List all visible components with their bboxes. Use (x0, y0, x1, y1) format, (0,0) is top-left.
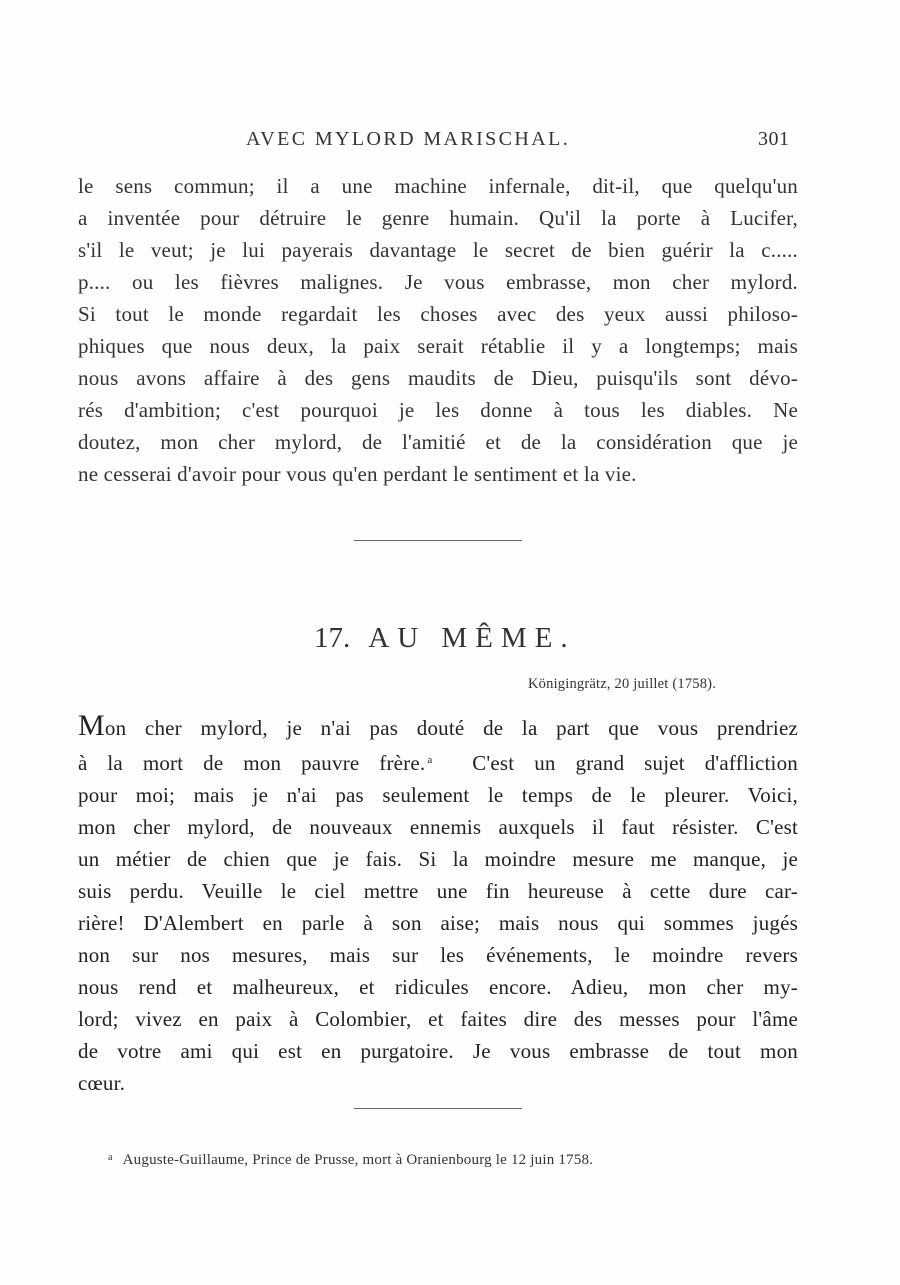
section-divider (354, 540, 522, 541)
text-line: le sens commun; il a une machine infernale, dit-il, que quelqu'un (78, 174, 798, 198)
text-line (78, 744, 798, 779)
previous-letter-text (78, 170, 798, 490)
text-line: de votre ami qui est en purgatoire. Je vous embrasse de tout mon (78, 1039, 798, 1063)
text-segment: C'est un grand sujet d'affliction (472, 751, 798, 775)
text-line: cœur. (78, 1071, 126, 1095)
footnote-divider (354, 1108, 522, 1109)
text-line: pour moi; mais je n'ai pas seulement le temps de le pleurer. Voici, (78, 783, 798, 807)
text-segment: on cher mylord, je n'ai pas douté de la part que vous prendriez (104, 716, 798, 740)
text-line (78, 709, 798, 744)
text-segment: à la mort de mon pauvre frère. (78, 751, 426, 775)
text-line: nous rend et malheureux, et ridicules encore. Adieu, mon cher my- (78, 975, 798, 999)
drop-cap: M (78, 709, 105, 742)
text-line: rés d'ambition; c'est pourquoi je les donne à tous les diables. Ne (78, 398, 798, 422)
letter-heading (314, 622, 576, 655)
text-line: a inventée pour détruire le genre humain. Qu'il la porte à Lucifer, (78, 206, 798, 230)
text-line: non sur nos mesures, mais sur les événements, le moindre revers (78, 943, 798, 967)
text-line: p.... ou les fièvres malignes. Je vous embrasse, mon cher mylord. (78, 270, 798, 294)
text-line: s'il le veut; je lui payerais davantage le secret de bien guérir la c..... (78, 238, 798, 262)
text-line: doutez, mon cher mylord, de l'amitié et de la considération que je (78, 430, 798, 454)
page-number: 301 (758, 128, 790, 150)
text-line: ne cesserai d'avoir pour vous qu'en perdant le sentiment et la vie. (78, 462, 637, 486)
running-head: AVEC MYLORD MARISCHAL. (246, 128, 571, 150)
text-line: suis perdu. Veuille le ciel mettre une fin heureuse à cette dure car- (78, 879, 798, 903)
text-line: nous avons affaire à des gens maudits de Dieu, puisqu'ils sont dévo- (78, 366, 798, 390)
text-line: rière! D'Alembert en parle à son aise; mais nous qui sommes jugés (78, 911, 798, 935)
letter-number: 17. (314, 622, 351, 654)
letter-title: AU MÊME. (368, 622, 576, 654)
text-line: phiques que nous deux, la paix serait rétablie il y a longtemps; mais (78, 334, 798, 358)
footnote-reference[interactable]: a (427, 754, 433, 766)
footnote-text: Auguste-Guillaume, Prince de Prusse, mort à Oranienbourg le 12 juin 1758. (122, 1152, 594, 1168)
text-line: Si tout le monde regardait les choses avec des yeux aussi philoso- (78, 302, 798, 326)
letter-dateline: Königingrätz, 20 juillet (1758). (528, 676, 717, 692)
text-line: un métier de chien que je fais. Si la moindre mesure me manque, je (78, 847, 798, 871)
footnote (108, 1152, 593, 1169)
footnote-marker: a (108, 1152, 113, 1163)
letter-text (78, 709, 798, 1099)
text-line: lord; vivez en paix à Colombier, et faites dire des messes pour l'âme (78, 1007, 798, 1031)
text-line: mon cher mylord, de nouveaux ennemis auxquels il faut résister. C'est (78, 815, 798, 839)
